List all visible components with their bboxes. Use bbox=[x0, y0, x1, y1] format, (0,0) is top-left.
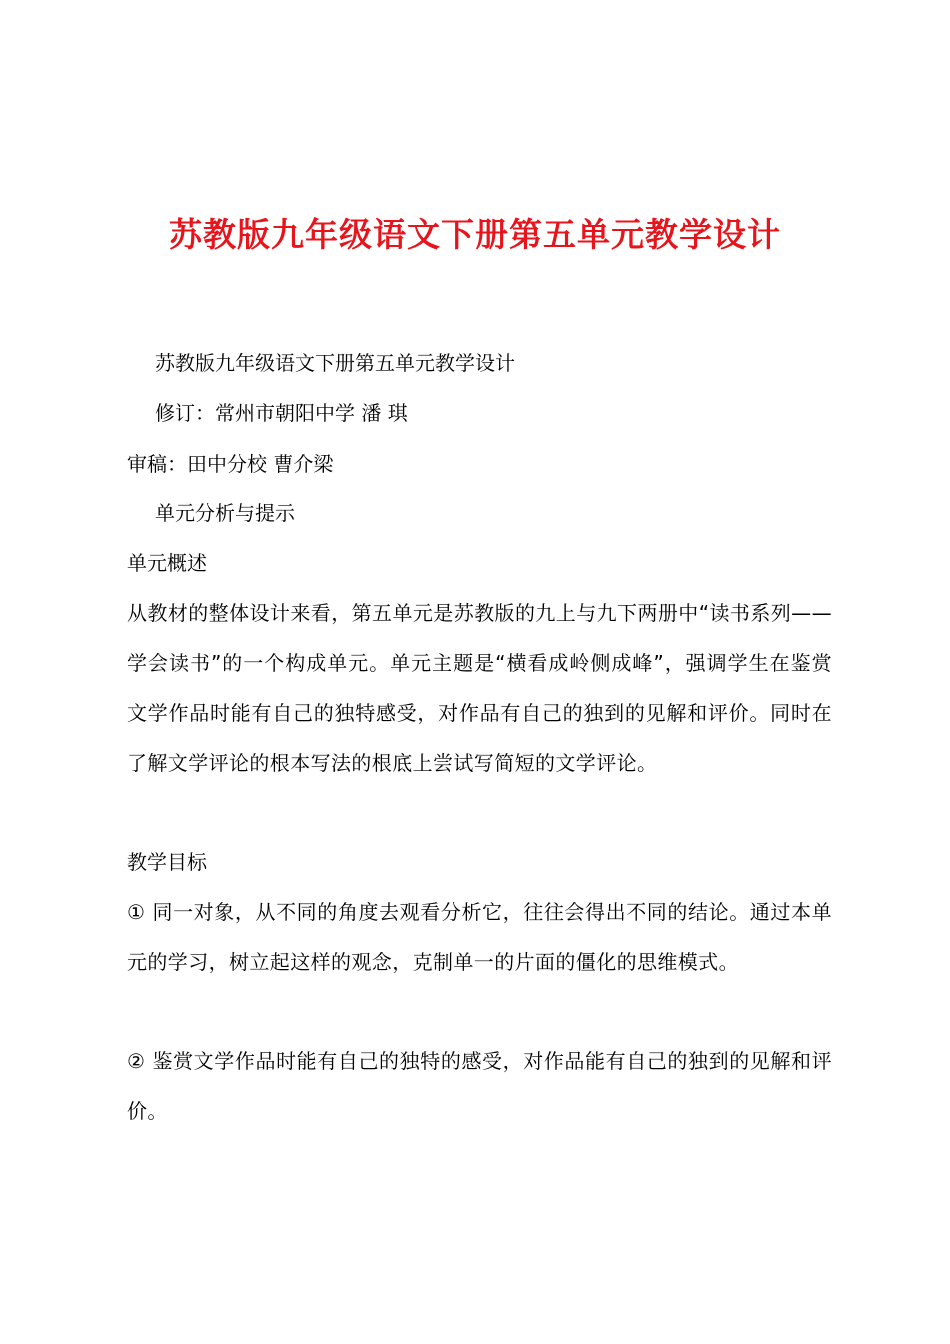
document-subtitle: 苏教版九年级语文下册第五单元教学设计 bbox=[155, 351, 515, 375]
goal-item-1: ① 同一对象，从不同的角度去观看分析它，往往会得出不同的结论。通过本单元的学习，树立起这样的观念，克制单一的片面的僵化的思维模式。 bbox=[127, 900, 832, 974]
goal-item-2: ② 鉴赏文学作品时能有自己的独特的感受，对作品能有自己的独到的见解和评价。 bbox=[127, 1049, 832, 1123]
document-title: 苏教版九年级语文下册第五单元教学设计 bbox=[169, 215, 781, 254]
section-heading: 单元分析与提示 bbox=[155, 501, 295, 525]
goals-heading: 教学目标 bbox=[127, 850, 207, 874]
revision-line: 修订：常州市朝阳中学 潘 琪 bbox=[155, 401, 408, 425]
overview-paragraph: 从教材的整体设计来看，第五单元是苏教版的九上与九下两册中“读书系列——学会读书”的一个构成单元。单元主题是“横看成岭侧成峰”，强调学生在鉴赏文学作品时能有自己的独特感受，对作品有自己的独到的见解和评价。同时在了解文学评论的根本写法的根底上尝试写简短的文学评论。 bbox=[127, 601, 832, 775]
overview-heading: 单元概述 bbox=[127, 551, 207, 575]
review-line: 审稿：田中分校 曹介梁 bbox=[127, 452, 334, 476]
